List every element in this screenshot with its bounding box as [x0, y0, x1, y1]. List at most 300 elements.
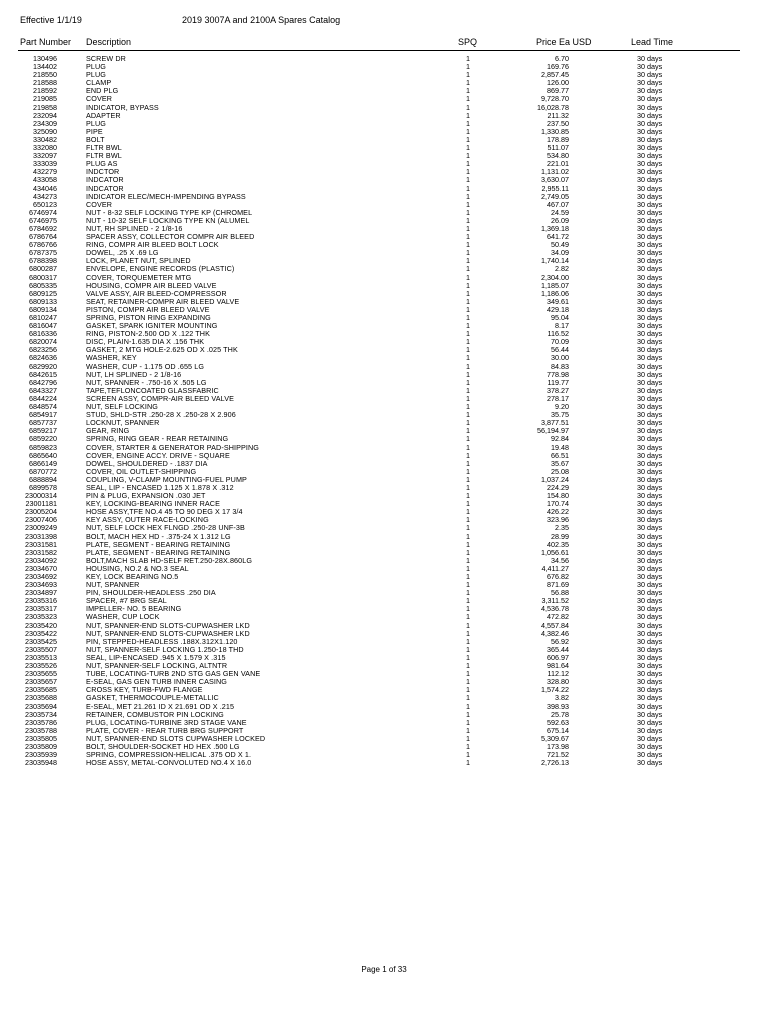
lead-time-cell: 30 days	[637, 272, 663, 282]
part-number-cell: 23035422	[25, 628, 57, 638]
description-cell: COUPLING, V-CLAMP MOUNTING-FUEL PUMP	[86, 474, 247, 484]
part-number-cell: 6786764	[29, 232, 57, 242]
spq-cell: 1	[466, 329, 470, 339]
spq-cell: 1	[466, 280, 470, 290]
description-cell: E-SEAL, GAS GEN TURB INNER CASING	[86, 677, 227, 687]
price-cell: 365.44	[547, 644, 569, 654]
lead-time-cell: 30 days	[637, 94, 663, 104]
price-cell: 675.14	[547, 725, 569, 735]
spq-cell: 1	[466, 151, 470, 161]
price-cell: 778.98	[547, 369, 569, 379]
spq-cell: 1	[466, 725, 470, 735]
description-cell: CLAMP	[86, 78, 112, 88]
lead-time-cell: 30 days	[637, 167, 663, 177]
description-cell: COVER	[86, 94, 113, 104]
part-number-cell: 6859220	[29, 434, 57, 444]
lead-time-cell: 30 days	[637, 547, 663, 557]
spq-cell: 1	[466, 434, 470, 444]
part-number-cell: 6857737	[29, 418, 57, 428]
spq-cell: 1	[466, 701, 470, 711]
spq-cell: 1	[466, 385, 470, 395]
spq-cell: 1	[466, 604, 470, 614]
lead-time-cell: 30 days	[637, 458, 663, 468]
part-number-cell: 23005204	[25, 507, 57, 517]
spq-cell: 1	[466, 207, 470, 217]
part-number-cell: 23035425	[25, 636, 57, 646]
spq-cell: 1	[466, 191, 470, 201]
spq-cell: 1	[466, 644, 470, 654]
price-cell: 402.35	[547, 539, 569, 549]
part-number-cell: 23035316	[25, 596, 57, 606]
description-cell: COVER	[86, 199, 113, 209]
lead-time-cell: 30 days	[637, 685, 663, 695]
part-number-cell: 433058	[33, 175, 57, 185]
spq-cell: 1	[466, 442, 470, 452]
spq-cell: 1	[466, 199, 470, 209]
price-cell: 9.20	[555, 402, 569, 412]
part-number-cell: 6870772	[29, 466, 57, 476]
price-cell: 869.77	[547, 86, 569, 96]
part-number-cell: 332097	[33, 151, 57, 161]
spq-cell: 1	[466, 321, 470, 331]
spq-cell: 1	[466, 531, 470, 541]
part-number-cell: 6842615	[29, 369, 57, 379]
price-cell: 1,056.61	[541, 547, 569, 557]
spq-cell: 1	[466, 183, 470, 193]
spq-cell: 1	[466, 628, 470, 638]
part-number-cell: 432279	[33, 167, 57, 177]
price-cell: 3,630.07	[541, 175, 569, 185]
description-cell: SCREW DR	[86, 54, 126, 63]
description-cell: SPRING, RING GEAR - REAR RETAINING	[86, 434, 229, 444]
lead-time-cell: 30 days	[637, 110, 663, 120]
price-cell: 278.17	[547, 393, 569, 403]
description-cell: NUT, SELF LOCK HEX FLNGD .250-28 UNF-3B	[86, 523, 245, 533]
part-number-cell: 434273	[33, 191, 57, 201]
part-number-cell: 6800287	[29, 264, 57, 274]
column-header-lead-time: Lead Time	[631, 37, 674, 47]
price-cell: 4,411.27	[541, 563, 569, 573]
price-cell: 8.17	[555, 321, 569, 331]
lead-time-cell: 30 days	[637, 393, 663, 403]
description-cell: DOWEL, SHOULDERED - .1837 DIA	[86, 458, 208, 468]
lead-time-cell: 30 days	[637, 644, 663, 654]
price-cell: 56.92	[551, 636, 569, 646]
lead-time-cell: 30 days	[637, 232, 663, 242]
lead-time-cell: 30 days	[637, 410, 663, 420]
part-number-cell: 23035805	[25, 733, 57, 743]
description-cell: PIN, STEPPED-HEADLESS .188X.312X1.120	[86, 636, 238, 646]
spq-cell: 1	[466, 288, 470, 298]
table-row	[0, 759, 768, 767]
part-number-cell: 6746974	[29, 207, 57, 217]
table-header	[0, 37, 768, 51]
description-cell: RETAINER, COMBUSTOR PIN LOCKING	[86, 709, 224, 719]
description-cell: BOLT, SHOULDER-SOCKET HD HEX .500 LG	[86, 741, 240, 751]
price-cell: 170.74	[547, 499, 569, 509]
lead-time-cell: 30 days	[637, 329, 663, 339]
part-number-cell: 23034670	[25, 563, 57, 573]
description-cell: INDICATOR ELEC/MECH-IMPENDING BYPASS	[86, 191, 246, 201]
lead-time-cell: 30 days	[637, 450, 663, 460]
price-cell: 56,194.97	[537, 426, 569, 436]
price-cell: 592.63	[547, 717, 569, 727]
part-number-cell: 23035688	[25, 693, 57, 703]
description-cell: GASKET, 2 MTG HOLE-2.625 OD X .025 THK	[86, 345, 238, 355]
lead-time-cell: 30 days	[637, 588, 663, 598]
description-cell: PLUG	[86, 62, 106, 72]
part-number-cell: 6788398	[29, 256, 57, 266]
spq-cell: 1	[466, 272, 470, 282]
lead-time-cell: 30 days	[637, 337, 663, 347]
spq-cell: 1	[466, 54, 470, 63]
price-cell: 25.78	[551, 709, 569, 719]
spq-cell: 1	[466, 256, 470, 266]
price-cell: 35.75	[551, 410, 569, 420]
description-cell: GASKET, THERMOCOUPLE-METALLIC	[86, 693, 219, 703]
description-cell: INDCATOR	[86, 183, 124, 193]
lead-time-cell: 30 days	[637, 523, 663, 533]
spq-cell: 1	[466, 426, 470, 436]
price-cell: 2.35	[555, 523, 569, 533]
spq-cell: 1	[466, 507, 470, 517]
spq-cell: 1	[466, 353, 470, 363]
part-number-cell: 218588	[33, 78, 57, 88]
lead-time-cell: 30 days	[637, 531, 663, 541]
description-cell: PIN, SHOULDER-HEADLESS .250 DIA	[86, 588, 216, 598]
lead-time-cell: 30 days	[637, 361, 663, 371]
lead-time-cell: 30 days	[637, 54, 663, 63]
lead-time-cell: 30 days	[637, 288, 663, 298]
description-cell: RING, PISTON-2.500 OD X .122 THK	[86, 329, 210, 339]
spq-cell: 1	[466, 410, 470, 420]
header-divider	[18, 50, 740, 51]
spq-cell: 1	[466, 70, 470, 80]
lead-time-cell: 30 days	[637, 677, 663, 687]
description-cell: SPRING, PISTON RING EXPANDING	[86, 313, 211, 322]
price-cell: 237.50	[547, 118, 569, 128]
lead-time-cell: 30 days	[637, 248, 663, 258]
spq-cell: 1	[466, 458, 470, 468]
lead-time-cell: 30 days	[637, 70, 663, 80]
spq-cell: 1	[466, 450, 470, 460]
lead-time-cell: 30 days	[637, 612, 663, 622]
price-cell: 9,728.70	[541, 94, 569, 104]
description-cell: HOSE ASSY,TFE NO.4 45 TO 90 DEG X 17 3/4	[86, 507, 243, 517]
lead-time-cell: 30 days	[637, 750, 663, 760]
parts-table	[0, 55, 768, 767]
spq-cell: 1	[466, 693, 470, 703]
price-cell: 4,557.84	[541, 620, 569, 630]
spq-cell: 1	[466, 547, 470, 557]
description-cell: TUBE, LOCATING-TURB 2ND STG GAS GEN VANE	[86, 669, 261, 679]
price-cell: 981.64	[547, 661, 569, 671]
lead-time-cell: 30 days	[637, 426, 663, 436]
lead-time-cell: 30 days	[637, 385, 663, 395]
description-cell: IMPELLER- NO. 5 BEARING	[86, 604, 182, 614]
price-cell: 4,382.46	[541, 628, 569, 638]
lead-time-cell: 30 days	[637, 693, 663, 703]
spq-cell: 1	[466, 118, 470, 128]
part-number-cell: 6809125	[29, 288, 57, 298]
part-number-cell: 23035939	[25, 750, 57, 760]
part-number-cell: 6859217	[29, 426, 57, 436]
lead-time-cell: 30 days	[637, 507, 663, 517]
spq-cell: 1	[466, 102, 470, 112]
price-cell: 66.51	[551, 450, 569, 460]
lead-time-cell: 30 days	[637, 604, 663, 614]
column-header-part-number: Part Number	[20, 37, 72, 47]
part-number-cell: 650123	[33, 199, 57, 209]
description-cell: PISTON, COMPR AIR BLEED VALVE	[86, 304, 210, 314]
price-cell: 2,857.45	[541, 70, 569, 80]
description-cell: PIN & PLUG, EXPANSION .030 JET	[86, 491, 206, 501]
part-number-cell: 6805335	[29, 280, 57, 290]
part-number-cell: 219858	[33, 102, 57, 112]
catalog-title: 2019 3007A and 2100A Spares Catalog	[182, 15, 341, 25]
description-cell: CROSS KEY, TURB-FWD FLANGE	[86, 685, 203, 695]
spq-cell: 1	[466, 750, 470, 760]
price-cell: 56.44	[551, 345, 569, 355]
lead-time-cell: 30 days	[637, 264, 663, 274]
lead-time-cell: 30 days	[637, 733, 663, 743]
price-cell: 19.48	[551, 442, 569, 452]
description-cell: GEAR, RING	[86, 426, 130, 436]
part-number-cell: 232094	[33, 110, 57, 120]
price-cell: 467.07	[547, 199, 569, 209]
part-number-cell: 6810247	[29, 313, 57, 322]
part-number-cell: 6816336	[29, 329, 57, 339]
price-cell: 426.22	[547, 507, 569, 517]
price-cell: 2,304.00	[541, 272, 569, 282]
description-cell: BOLT,MACH SLAB HD-SELF RET.250-28X.860LG	[86, 555, 253, 565]
description-cell: COVER, STARTER & GENERATOR PAD-SHIPPING	[86, 442, 259, 452]
description-cell: DISC, PLAIN-1.635 DIA X .156 THK	[86, 337, 205, 347]
lead-time-cell: 30 days	[637, 86, 663, 96]
part-number-cell: 6888894	[29, 474, 57, 484]
spq-cell: 1	[466, 733, 470, 743]
description-cell: HOUSING, COMPR AIR BLEED VALVE	[86, 280, 217, 290]
lead-time-cell: 30 days	[637, 313, 663, 322]
part-number-cell: 23007406	[25, 515, 57, 525]
description-cell: WASHER, CUP LOCK	[86, 612, 160, 622]
lead-time-cell: 30 days	[637, 499, 663, 509]
lead-time-cell: 30 days	[637, 572, 663, 581]
lead-time-cell: 30 days	[637, 353, 663, 363]
lead-time-cell: 30 days	[637, 102, 663, 112]
part-number-cell: 130496	[33, 54, 57, 63]
spq-cell: 1	[466, 580, 470, 590]
lead-time-cell: 30 days	[637, 636, 663, 646]
description-cell: NUT, SPANNER - .750-16 X .505 LG	[86, 377, 207, 387]
spq-cell: 1	[466, 345, 470, 355]
lead-time-cell: 30 days	[637, 620, 663, 630]
part-number-cell: 6787375	[29, 248, 57, 258]
part-number-cell: 333039	[33, 159, 57, 169]
lead-time-cell: 30 days	[637, 709, 663, 719]
description-cell: PIPE	[86, 126, 103, 136]
price-cell: 1,330.85	[541, 126, 569, 136]
description-cell: NUT, RH SPLINED - 2 1/8-16	[86, 223, 183, 233]
spq-cell: 1	[466, 661, 470, 671]
price-cell: 721.52	[547, 750, 569, 760]
description-cell: NUT, SPANNER-END SLOTS-CUPWASHER LKD	[86, 620, 250, 630]
spq-cell: 1	[466, 361, 470, 371]
lead-time-cell: 30 days	[637, 377, 663, 387]
lead-time-cell: 30 days	[637, 418, 663, 428]
spq-cell: 1	[466, 539, 470, 549]
spq-cell: 1	[466, 337, 470, 347]
spq-cell: 1	[466, 620, 470, 630]
description-cell: LOCKNUT, SPANNER	[86, 418, 160, 428]
description-cell: KEY, LOCK BEARING NO.5	[86, 572, 179, 581]
lead-time-cell: 30 days	[637, 175, 663, 185]
price-cell: 126.00	[547, 78, 569, 88]
part-number-cell: 23035507	[25, 644, 57, 654]
spq-cell: 1	[466, 677, 470, 687]
price-cell: 84.83	[551, 361, 569, 371]
price-cell: 2.82	[555, 264, 569, 274]
lead-time-cell: 30 days	[637, 345, 663, 355]
description-cell: BOLT, MACH HEX HD - .375-24 X 1.312 LG	[86, 531, 231, 541]
price-cell: 1,186.06	[541, 288, 569, 298]
price-cell: 25.08	[551, 466, 569, 476]
part-number-cell: 23034692	[25, 572, 57, 581]
lead-time-cell: 30 days	[637, 555, 663, 565]
description-cell: KEY, LOCKING-BEARING INNER RACE	[86, 499, 220, 509]
spq-cell: 1	[466, 296, 470, 306]
price-cell: 70.09	[551, 337, 569, 347]
lead-time-cell: 30 days	[637, 539, 663, 549]
description-cell: E-SEAL, MET 21.261 ID X 21.691 OD X .215	[86, 701, 235, 711]
spq-cell: 1	[466, 313, 470, 322]
lead-time-cell: 30 days	[637, 580, 663, 590]
lead-time-cell: 30 days	[637, 191, 663, 201]
lead-time-cell: 30 days	[637, 563, 663, 573]
column-header-description: Description	[86, 37, 132, 47]
spq-cell: 1	[466, 499, 470, 509]
part-number-cell: 219085	[33, 94, 57, 104]
part-number-cell: 23035317	[25, 604, 57, 614]
price-cell: 221.01	[547, 159, 569, 169]
part-number-cell: 23035657	[25, 677, 57, 687]
description-cell: PLATE, SEGMENT - BEARING RETAINING	[86, 547, 231, 557]
price-cell: 349.61	[547, 296, 569, 306]
lead-time-cell: 30 days	[637, 402, 663, 412]
part-number-cell: 6823256	[29, 345, 57, 355]
spq-cell: 1	[466, 377, 470, 387]
part-number-cell: 6809133	[29, 296, 57, 306]
spq-cell: 1	[466, 515, 470, 525]
spq-cell: 1	[466, 588, 470, 598]
lead-time-cell: 30 days	[637, 118, 663, 128]
lead-time-cell: 30 days	[637, 207, 663, 217]
spq-cell: 1	[466, 717, 470, 727]
spq-cell: 1	[466, 223, 470, 233]
description-cell: PLATE, SEGMENT - BEARING RETAINING	[86, 539, 231, 549]
description-cell: SEAT, RETAINER-COMPR AIR BLEED VALVE	[86, 296, 240, 306]
description-cell: GASKET, SPARK IGNITER MOUNTING	[86, 321, 218, 331]
price-cell: 1,185.07	[541, 280, 569, 290]
spq-cell: 1	[466, 709, 470, 719]
part-number-cell: 23034897	[25, 588, 57, 598]
part-number-cell: 6820074	[29, 337, 57, 347]
price-cell: 3,311.52	[541, 596, 569, 606]
price-cell: 641.72	[547, 232, 569, 242]
price-cell: 211.32	[547, 110, 569, 120]
spq-cell: 1	[466, 94, 470, 104]
price-cell: 323.96	[547, 515, 569, 525]
lead-time-cell: 30 days	[637, 215, 663, 225]
price-cell: 1,369.18	[541, 223, 569, 233]
lead-time-cell: 30 days	[637, 725, 663, 735]
part-number-cell: 6809134	[29, 304, 57, 314]
description-cell: SPRING, COMPRESSION-HELICAL .375 OD X 1.	[86, 750, 252, 760]
spq-cell: 1	[466, 685, 470, 695]
part-number-cell: 6865640	[29, 450, 57, 460]
description-cell: NUT, LH SPLINED - 2 1/8-16	[86, 369, 182, 379]
price-cell: 871.69	[547, 580, 569, 590]
price-cell: 6.70	[555, 54, 569, 63]
lead-time-cell: 30 days	[637, 515, 663, 525]
spq-cell: 1	[466, 523, 470, 533]
column-header-price: Price Ea USD	[536, 37, 592, 47]
description-cell: SEAL, LIP - ENCASED 1.125 X 1.878 X .312	[86, 482, 234, 492]
part-number-cell: 23035655	[25, 669, 57, 679]
part-number-cell: 6786766	[29, 240, 57, 250]
part-number-cell: 434046	[33, 183, 57, 193]
description-cell: PLATE, COVER - REAR TURB BRG SUPPORT	[86, 725, 244, 735]
lead-time-cell: 30 days	[637, 628, 663, 638]
description-cell: SPACER ASSY, COLLECTOR COMPR AIR BLEED	[86, 232, 255, 242]
spq-cell: 1	[466, 652, 470, 662]
spq-cell: 1	[466, 741, 470, 751]
spq-cell: 1	[466, 175, 470, 185]
spq-cell: 1	[466, 240, 470, 250]
price-cell: 1,740.14	[541, 256, 569, 266]
description-cell: LOCK, PLANET NUT, SPLINED	[86, 256, 191, 266]
description-cell: COVER, TORQUEMETER MTG	[86, 272, 192, 282]
price-cell: 34.56	[551, 555, 569, 565]
part-number-cell: 6899578	[29, 482, 57, 492]
lead-time-cell: 30 days	[637, 701, 663, 711]
description-cell: HOSE ASSY, METAL-CONVOLUTED NO.4 X 16.0	[86, 758, 252, 768]
price-cell: 178.89	[547, 134, 569, 144]
spq-cell: 1	[466, 491, 470, 501]
price-cell: 2,726.13	[541, 758, 569, 768]
part-number-cell: 23031582	[25, 547, 57, 557]
description-cell: WASHER, KEY	[86, 353, 137, 363]
spq-cell: 1	[466, 304, 470, 314]
lead-time-cell: 30 days	[637, 434, 663, 444]
lead-time-cell: 30 days	[637, 652, 663, 662]
lead-time-cell: 30 days	[637, 758, 663, 768]
description-cell: NUT, SPANNER-SELF LOCKING 1.250-18 THD	[86, 644, 244, 654]
part-number-cell: 23031398	[25, 531, 57, 541]
effective-date: Effective 1/1/19	[20, 15, 82, 25]
part-number-cell: 23035786	[25, 717, 57, 727]
part-number-cell: 23034092	[25, 555, 57, 565]
spq-cell: 1	[466, 78, 470, 88]
spq-cell: 1	[466, 563, 470, 573]
description-cell: PLUG, LOCATING-TURBINE 3RD STAGE VANE	[86, 717, 247, 727]
price-cell: 1,131.02	[541, 167, 569, 177]
part-number-cell: 23035734	[25, 709, 57, 719]
lead-time-cell: 30 days	[637, 296, 663, 306]
description-cell: FLTR BWL	[86, 151, 122, 161]
price-cell: 676.82	[547, 572, 569, 581]
part-number-cell: 6784692	[29, 223, 57, 233]
